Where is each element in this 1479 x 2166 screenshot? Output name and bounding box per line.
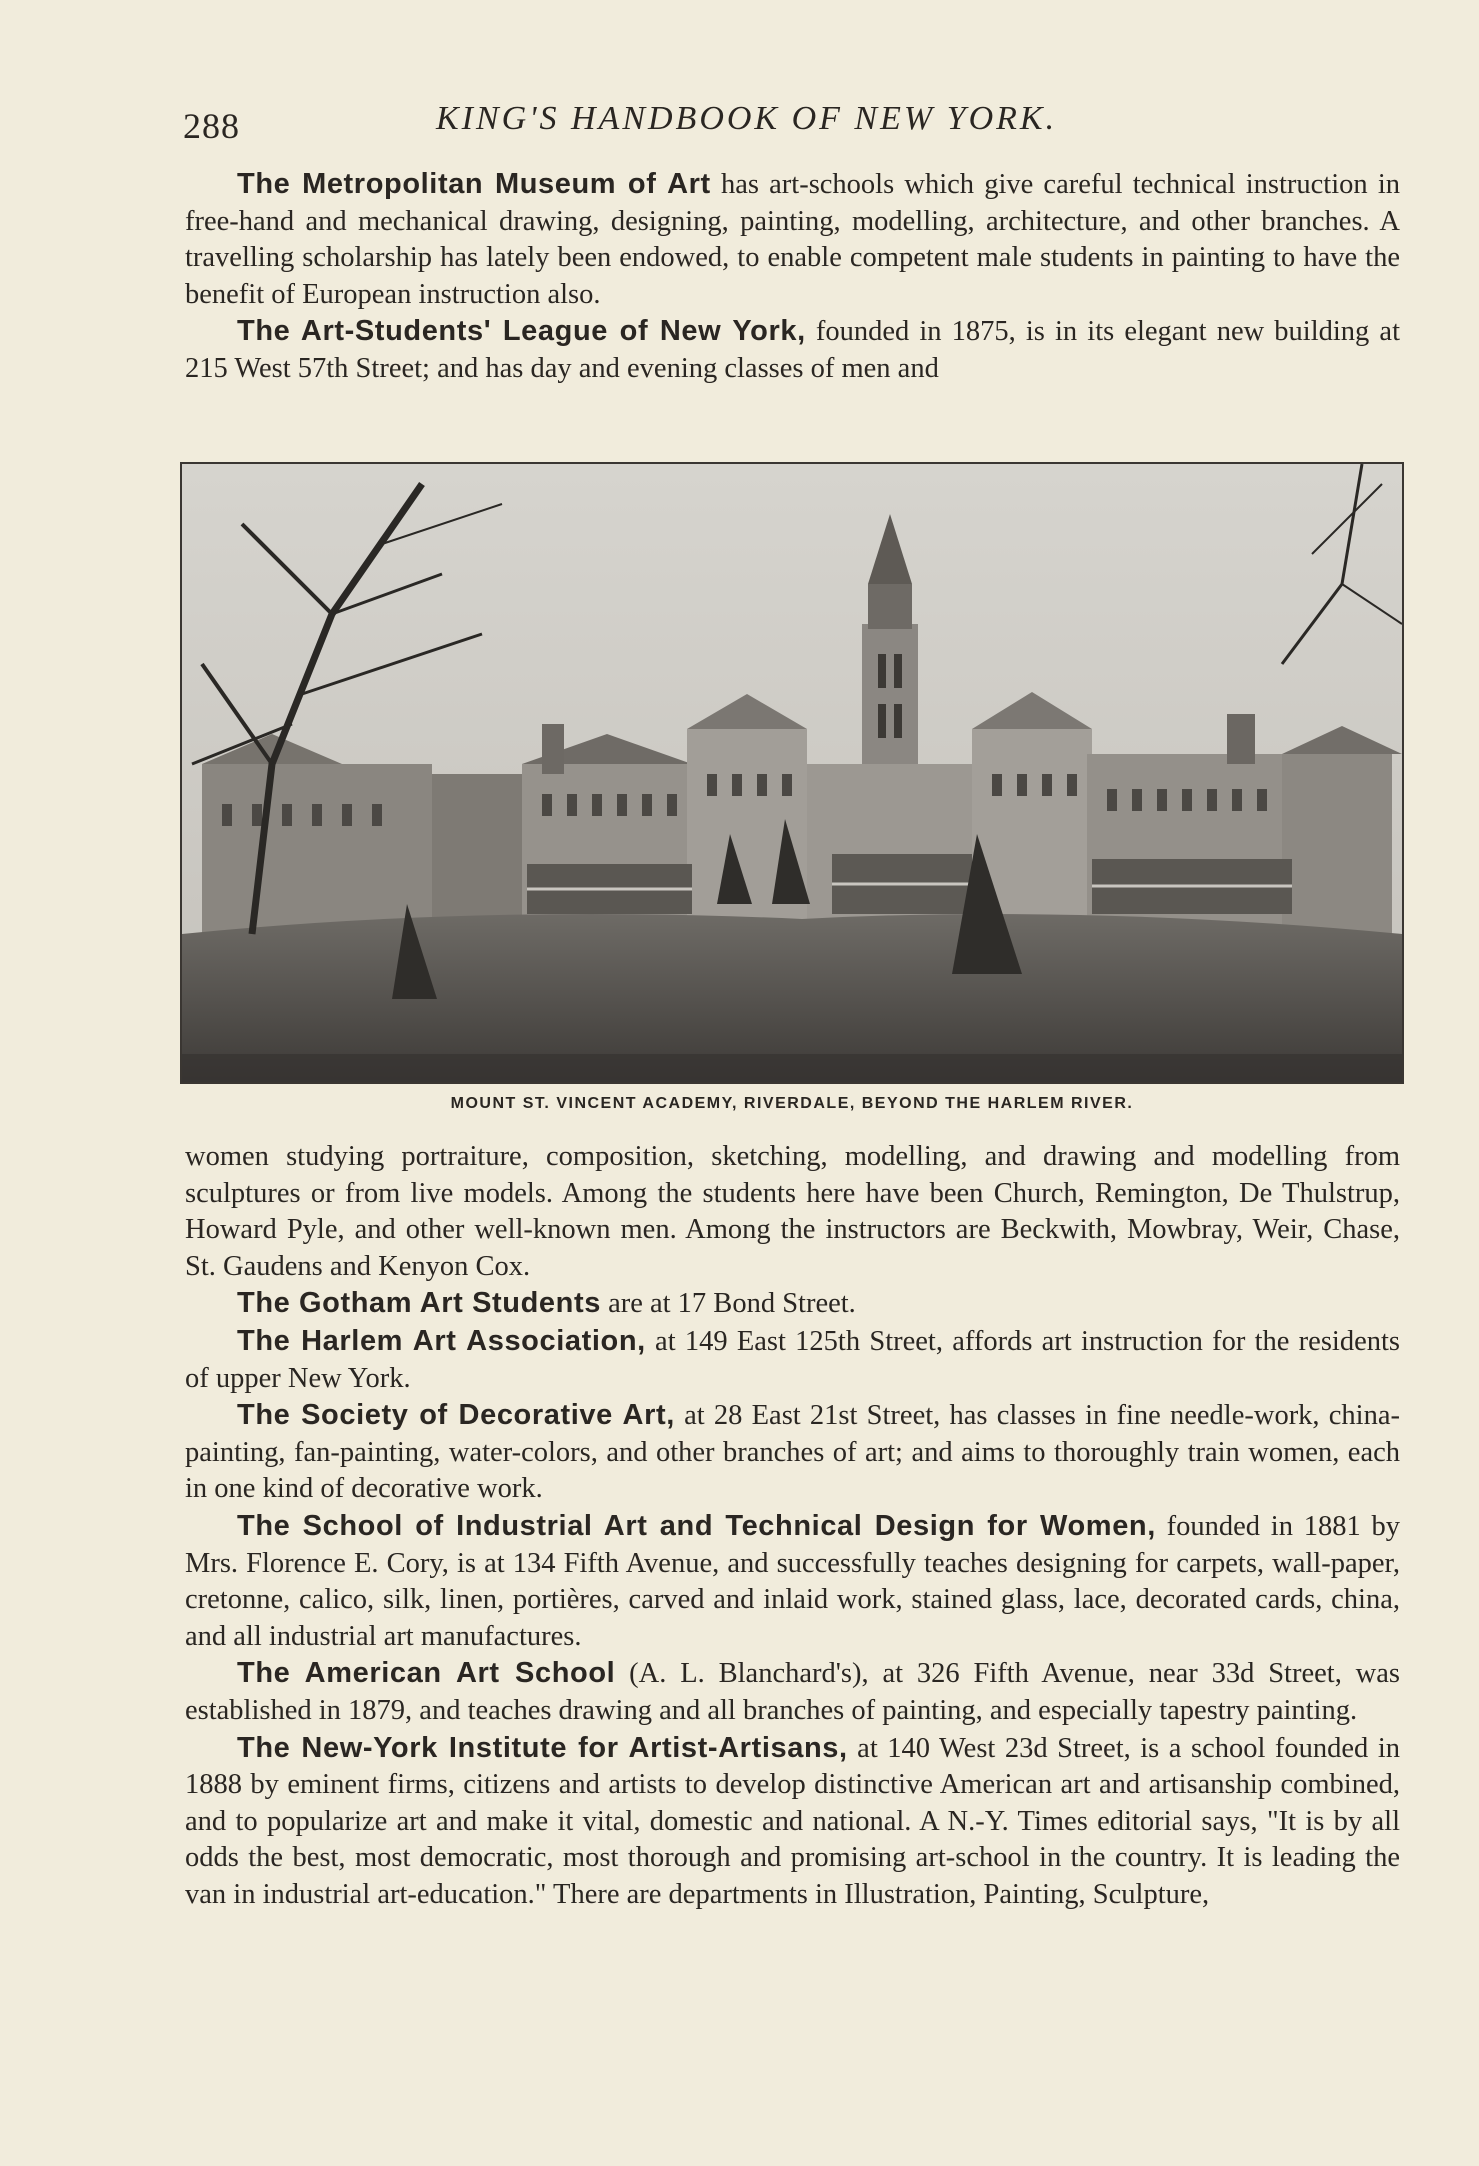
foreground-shadow <box>182 1054 1402 1082</box>
paragraph-lead: The American Art School <box>237 1657 616 1690</box>
paragraph-lead: The Society of Decorative Art, <box>237 1399 675 1432</box>
paragraph <box>185 166 1400 313</box>
running-title: KING'S HANDBOOK OF NEW YORK. <box>436 100 1058 137</box>
paragraph-text: founded in 1875, is in its elegant new building at 215 West 57th Street; and has day and evening classes of men and <box>185 316 1400 384</box>
building-engraving <box>182 464 1402 1082</box>
paragraph <box>185 1655 1400 1729</box>
text-block-top <box>185 166 1400 388</box>
text-block-bottom <box>185 1139 1400 1913</box>
paragraph-lead: The Art-Students' League of New York, <box>237 315 806 348</box>
paragraph <box>185 1323 1400 1397</box>
paragraph-text: at 140 West 23d Street, is a school founded in 1888 by eminent firms, citizens and artists to develop distinctive American art and artisanship combined, and to popularize art and make it vital, domestic and national. A N.-Y. Times editorial says, "It is by all odds the best, most democratic, most thorough and promising art-school in the country. It is leading the van in industrial art-education." There are departments in Illustration, Painting, Sculpture, <box>185 1732 1401 1910</box>
paragraph <box>185 1730 1400 1914</box>
paragraph-lead: The School of Industrial Art and Technical Design for Women, <box>237 1509 1156 1542</box>
paragraph-text: at 28 East 21st Street, has classes in fine needle-work, china-painting, fan-painting, water-colors, and other branches of art; and aims to thoroughly train women, each in one kind of decorative work. <box>185 1400 1400 1505</box>
illustration-academy-photo <box>180 462 1404 1084</box>
paragraph <box>185 313 1400 387</box>
paragraph-text: at 149 East 125th Street, affords art instruction for the residents of upper New York. <box>185 1325 1400 1394</box>
figure-caption: MOUNT ST. VINCENT ACADEMY, RIVERDALE, BEYOND THE HARLEM RIVER. <box>450 1095 1134 1112</box>
paragraph-lead: The Gotham Art Students <box>237 1287 601 1320</box>
paragraph <box>185 1397 1400 1508</box>
paragraph-text: (A. L. Blanchard's), at 326 Fifth Avenue, near 33d Street, was established in 1879, and teaches drawing and all branches of painting, and especially tapestry painting. <box>185 1658 1400 1726</box>
page-number: 288 <box>183 106 240 146</box>
paragraph <box>185 1508 1400 1655</box>
paragraph <box>185 1285 1400 1323</box>
paragraph-lead: The Harlem Art Association, <box>237 1324 646 1357</box>
paragraph-lead: The New-York Institute for Artist-Artisans, <box>237 1731 848 1764</box>
continued-paragraph: women studying portraiture, composition, sketching, modelling, and drawing and modelling from sculptures or from live models. Among the students here have been Church, Remington, De Thulstrup, Howard Pyle, and other well-known men. Among the instructors are Beckwith, Mowbray, Weir, Chase, St. Gaudens and Kenyon Cox. <box>185 1141 1400 1282</box>
paragraph-text: has art-schools which give careful technical instruction in free-hand and mechanical drawing, designing, painting, modelling, architecture, and other branches. A travelling scholarship has lately been endowed, to enable competent male students in painting to have the benefit of European instruction also. <box>185 169 1400 310</box>
paragraph-lead: The Metropolitan Museum of Art <box>237 168 711 200</box>
paragraph-text: are at 17 Bond Street. <box>600 1288 856 1320</box>
paragraph-text: founded in 1881 by Mrs. Florence E. Cory, is at 134 Fifth Avenue, and successfully teaches designing for carpets, wall-paper, cretonne, calico, silk, linen, portières, carved and inlaid work, stained glass, lace, decorated cards, china, and all industrial art manufactures. <box>185 1510 1400 1652</box>
